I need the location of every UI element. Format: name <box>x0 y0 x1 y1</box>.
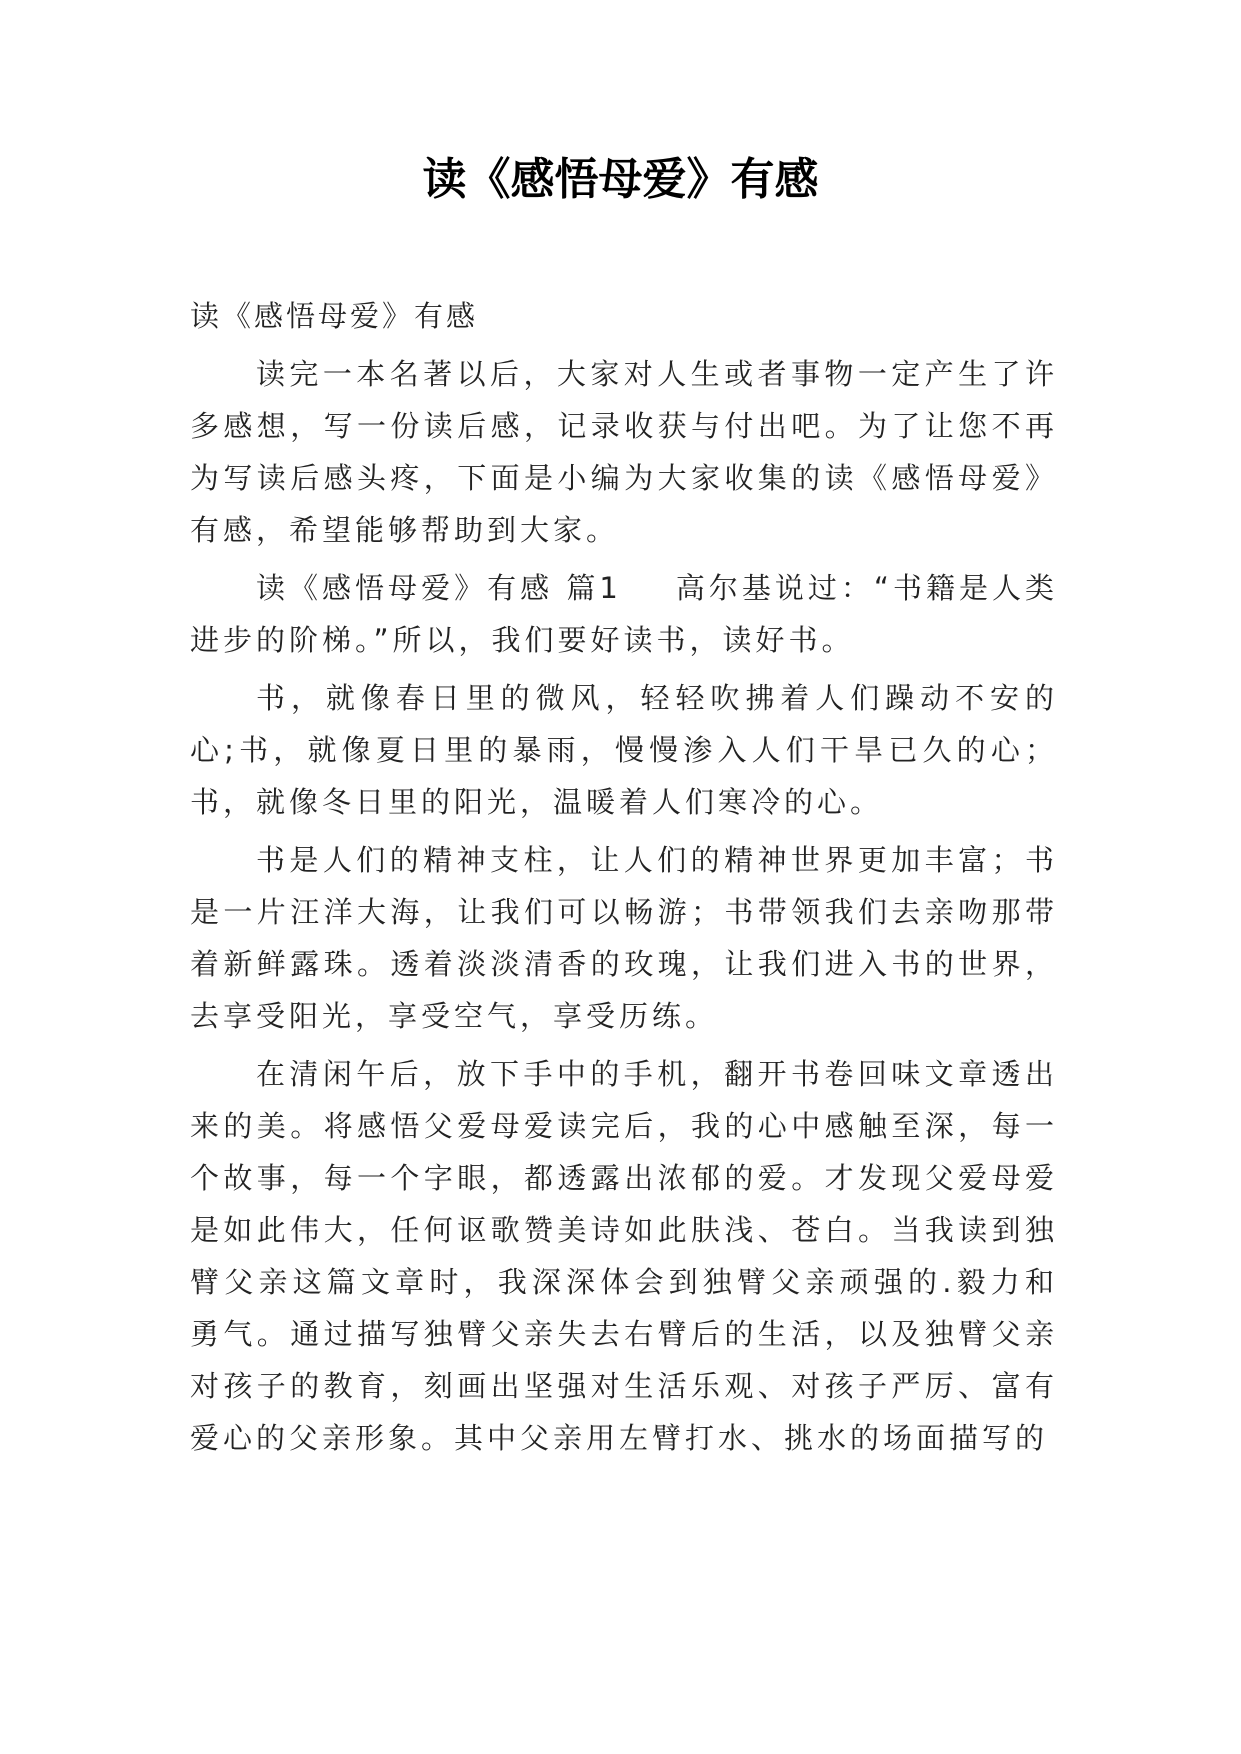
body-paragraph: 书是人们的精神支柱，让人们的精神世界更加丰富；书是一片汪洋大海，让我们可以畅游；书带领我们去亲吻那带着新鲜露珠。透着淡淡清香的玫瑰，让我们进入书的世界，去享受阳光，享受空气，享受历练。 <box>190 843 1058 1033</box>
intro-paragraph: 读完一本名著以后，大家对人生或者事物一定产生了许多感想，写一份读后感，记录收获与付出吧。为了让您不再为写读后感头疼，下面是小编为大家收集的读《感悟母爱》有感，希望能够帮助到大家。 <box>190 357 1058 547</box>
document-title: 读《感悟母爱》有感 <box>422 154 819 205</box>
document-subtitle: 读《感悟母爱》有感 <box>190 299 479 333</box>
section-paragraph <box>190 562 1058 666</box>
section-lead: 高尔基说过：“书籍是人类进步的阶梯。”所以，我们要好读书，读好书。 <box>190 571 1058 657</box>
section-heading: 读《感悟母爱》有感 篇1 <box>256 571 622 605</box>
document-body <box>190 290 1058 1470</box>
body-paragraph: 书，就像春日里的微风，轻轻吹拂着人们躁动不安的心;书，就像夏日里的暴雨，慢慢渗入人们干旱已久的心；书，就像冬日里的阳光，温暖着人们寒冷的心。 <box>190 681 1058 819</box>
body-paragraph: 在清闲午后，放下手中的手机，翻开书卷回味文章透出来的美。将感悟父爱母爱读完后，我的心中感触至深，每一个故事，每一个字眼，都透露出浓郁的爱。才发现父爱母爱是如此伟大，任何讴歌赞美诗如此肤浅、苍白。当我读到独臂父亲这篇文章时，我深深体会到独臂父亲顽强的.毅力和勇气。通过描写独臂父亲失去右臂后的生活，以及独臂父亲对孩子的教育，刻画出坚强对生活乐观、对孩子严厉、富有爱心的父亲形象。其中父亲用左臂打水、挑水的场面描写的 <box>190 1057 1058 1455</box>
